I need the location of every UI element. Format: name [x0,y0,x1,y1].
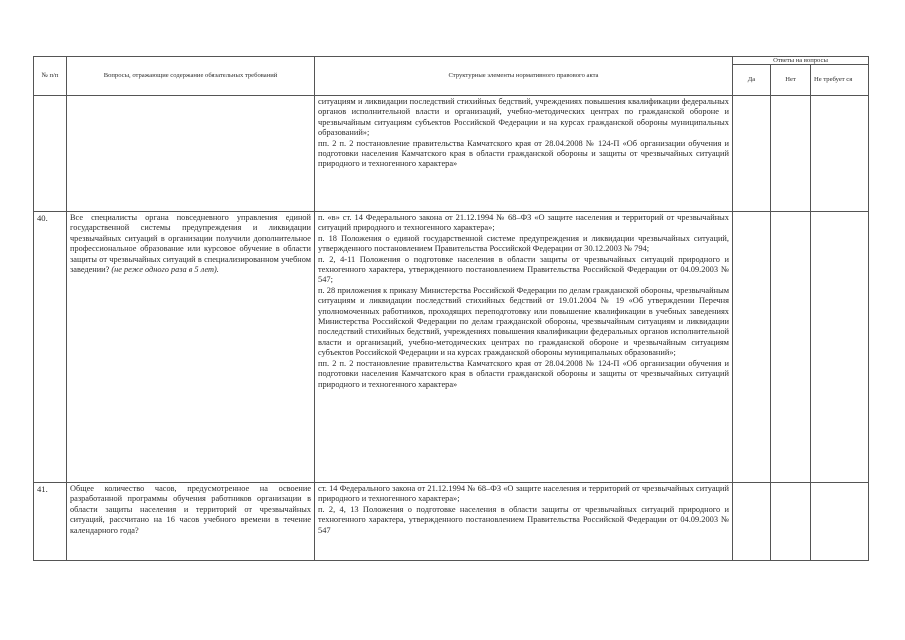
table-row [34,212,869,483]
question-text: Все специалисты органа повседневного управления единой государственной системы предупреждения и ликвидации чрезвычайных ситуаций в организации получили дополнительное профессиональное образование или курсовое обучение в области защиты от чрезвычайных ситуаций в специализированном учебном заведении? [70,213,311,275]
answer-yes-cell[interactable] [733,96,771,212]
row-number: 40. [34,212,67,483]
act-item: пп. 2 п. 2 постановление правительства Камчатского края от 28.04.2008 № 124-П «Об организации обучения и подготовки населения Камчатского края в области гражданской обороны и защиты от чрезвычайных ситуаций природного и техногенного характера» [318,358,729,389]
row-question [67,483,315,561]
act-item: ситуациям и ликвидации последствий стихийных бедствий, учреждениях повышения квалификации федеральных органов исполнительной власти и организаций, учебно-методических центрах по гражданской обороне и чрезвычайным ситуациям субъектов Российской Федерации и на курсах гражданской обороны муниципальных образований»; [318,97,729,138]
header-not-required: Не требует ся [811,65,869,96]
header-answers-group: Ответы на вопросы [733,57,869,65]
requirements-table [33,56,869,561]
table-row [34,96,869,212]
answer-no-cell[interactable] [771,96,811,212]
header-yes: Да [733,65,771,96]
header-num: № п/п [34,57,67,96]
row-acts [315,483,733,561]
table-header-row [34,57,869,65]
act-item: п. 28 приложения к приказу Министерства Российской Федерации по делам гражданской обороны, чрезвычайным ситуациям и ликвидации последствий стихийных бедствий от 19.01.2004 № 19 «Об утверждении Перечня уполномоченных работников, проходящих переподготовку или повышение квалификации в учебных заведениях Министерства Российской Федерации по делам гражданской обороны, чрезвычайным ситуациям и ликвидации последствий стихийных бедствий, учреждениях повышения квалификации федеральных органов исполнительной власти и организаций, учебно-методических центрах по гражданской обороне и чрезвычайным ситуациям субъектов Российской Федерации и на курсах гражданской обороны муниципальных образований»; [318,285,729,358]
answer-yes-cell[interactable] [733,483,771,561]
answer-no-cell[interactable] [771,483,811,561]
answer-not-required-cell[interactable] [811,96,869,212]
answer-yes-cell[interactable] [733,212,771,483]
question-note: (не реже одного раза в 5 лет). [109,265,219,275]
row-number [34,96,67,212]
row-acts [315,212,733,483]
question-text: Общее количество часов, предусмотренное на освоение разработанной программы обучения работников организации в области защиты населения и территорий от чрезвычайных ситуаций, рассчитано на 16 часов учебного времени в течение календарного года? [70,484,311,535]
act-item: ст. 14 Федерального закона от 21.12.1994 № 68–ФЗ «О защите населения и территорий от чрезвычайных ситуаций природного и техногенного характера»; [318,484,729,504]
table-row [34,483,869,561]
header-no: Нет [771,65,811,96]
answer-not-required-cell[interactable] [811,212,869,483]
act-item: пп. 2 п. 2 постановление правительства Камчатского края от 28.04.2008 № 124-П «Об организации обучения и подготовки населения Камчатского края в области гражданской обороны и защиты от чрезвычайных ситуаций природного и техногенного характера» [318,138,729,169]
row-acts [315,96,733,212]
answer-no-cell[interactable] [771,212,811,483]
act-item: п. 2, 4, 13 Положения о подготовке населения в области защиты от чрезвычайных ситуаций природного и техногенного характера, утвержденного постановлением Правительства Российской Федерации от 04.09.2003 № 547 [318,504,729,535]
act-item: п. «в» ст. 14 Федерального закона от 21.12.1994 № 68–ФЗ «О защите населения и территорий от чрезвычайных ситуаций природного и техногенного характера»; [318,213,729,233]
row-question [67,212,315,483]
row-number: 41. [34,483,67,561]
header-questions: Вопросы, отражающие содержание обязательных требований [67,57,315,96]
row-question [67,96,315,212]
act-item: п. 18 Положения о единой государственной системе предупреждения и ликвидации чрезвычайных ситуаций, утвержденного постановлением Правительства Российской Федерации от 30.12.2003 № 794; [318,233,729,254]
act-item: п. 2, 4-11 Положения о подготовке населения в области защиты от чрезвычайных ситуаций природного и техногенного характера, утвержденного постановлением Правительства Российской Федерации от 04.09.2003 № 547; [318,254,729,285]
header-acts: Структурные элементы нормативного правового акта [315,57,733,96]
answer-not-required-cell[interactable] [811,483,869,561]
